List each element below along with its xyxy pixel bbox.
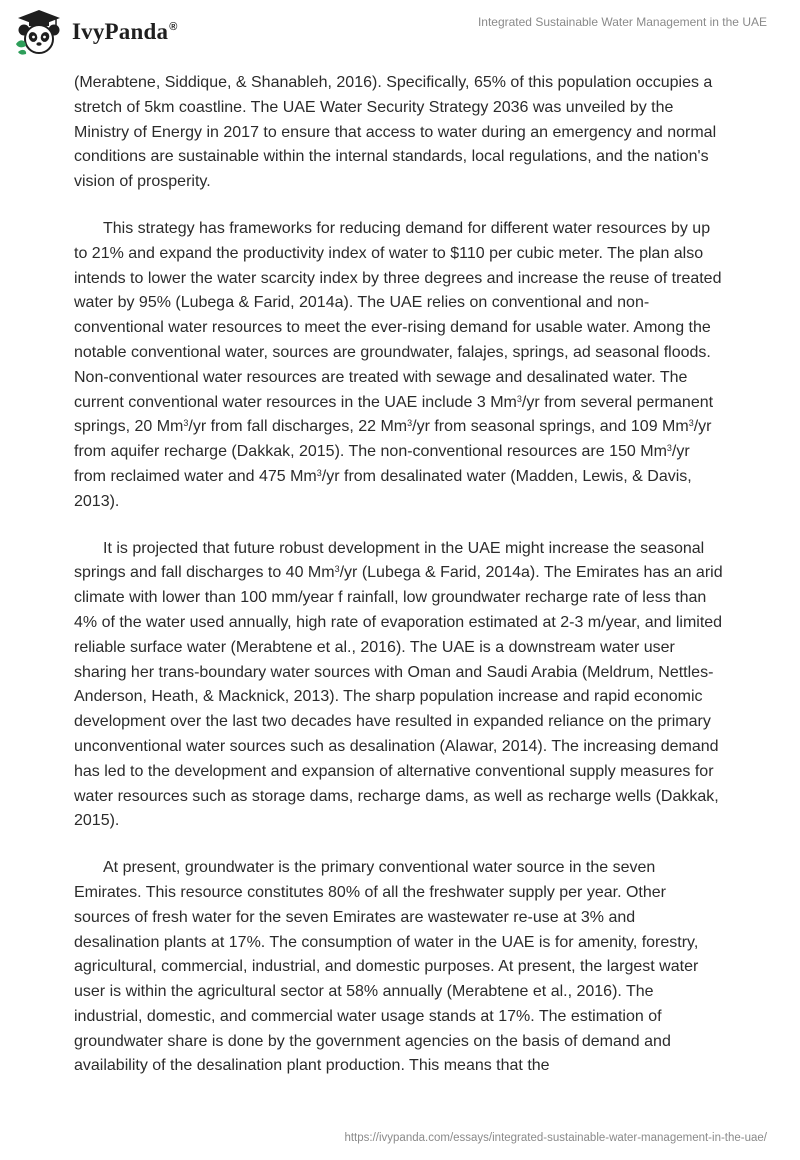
paragraph-2: This strategy has frameworks for reducing demand for different water resources by up to 21% and expand the productivity index of water to $110 per cubic meter. The plan also intends to lower the water scarcity index by three degrees and increase the reuse of treated water by 95% (Lubega & Farid, 2014a). The UAE relies on conventional and non-conventional water resources to meet the ever-rising demand for usable water. Among the notable conventional water, sources are groundwater, falajes, springs, ad seasonal floods. Non-conventional water resources are treated with sewage and desalinated water. The current conventional water resources in the UAE include 3 Mm$^3$/yr from several permanent springs, 20 Mm$^3$/yr from fall discharges, 22 Mm$^3$/yr from seasonal springs, and 109 Mm$^3$/yr from aquifer recharge (Dakkak, 2015). The non-conventional resources are 150 Mm$^3$/yr from reclaimed water and 475 Mm$^3$/yr from desalinated water (Madden, Lewis, & Davis, 2013). (74, 219, 722, 510)
essay-body (74, 71, 724, 1101)
paragraph-1: (Merabtene, Siddique, & Shanableh, 2016). Specifically, 65% of this population occupies a stretch of 5km coastline. The UAE Water Security Strategy 2036 was unveiled by the Ministry of Energy in 2017 to ensure that access to water during an emergency and normal conditions are sustainable within the internal standards, local regulations, and the nation's vision of prosperity. (74, 74, 717, 191)
superscript: 3 (183, 418, 189, 429)
brand-name: IvyPanda® (72, 19, 178, 44)
superscript: 3 (407, 418, 413, 429)
source-url-link[interactable]: https://ivypanda.com/essays/integrated-sustainable-water-management-in-the-uae/ (344, 1132, 767, 1144)
superscript: 3 (688, 418, 694, 429)
paragraph-3: It is projected that future robust development in the UAE might increase the seasonal springs and fall discharges to 40 Mm$^3$/yr (Lubega & Farid, 2014a). The Emirates has an arid climate with lower than 100 mm/year f rainfall, low groundwater recharge rate of less than 4% of the water used annually, high rate of evaporation estimated at 2-3 m/year, and limited reliable surface water (Merabtene et al., 2016). The UAE is a downstream water user sharing her trans-boundary water sources with Oman and Saudi Arabia (Meldrum, Nettles-Anderson, Heath, & Macknick, 2013). The sharp population increase and rapid economic development over the last two decades have resulted in expanded reliance on the primary unconventional water sources such as desalination (Alawar, 2014). The increasing demand has led to the development and expansion of alternative conventional supply measures for water resources such as storage dams, recharge dams, as well as recharge wells (Dakkak, 2015). (74, 539, 723, 830)
superscript: 3 (316, 467, 322, 478)
registered-mark: ® (169, 21, 178, 34)
superscript: 3 (666, 443, 672, 454)
page-header (0, 0, 800, 62)
panda-graduate-icon (14, 8, 64, 56)
paragraph-4: At present, groundwater is the primary conventional water source in the seven Emirates. This resource constitutes 80% of all the freshwater supply per year. Other sources of fresh water for the seven Emirates are wastewater re-use at 3% and desalination plants at 17%. The consumption of water in the UAE is for amenity, forestry, agricultural, commercial, industrial, and domestic purposes. At present, the largest water user is within the agricultural sector at 58% annually (Merabtene et al., 2016). The industrial, domestic, and commercial water usage stands at 17%. The estimation of groundwater share is done by the government agencies on the basis of demand and availability of the desalination plant production. This means that the (74, 859, 699, 1075)
superscript: 3 (334, 564, 340, 575)
brand-logo[interactable] (14, 8, 178, 56)
document-title: Integrated Sustainable Water Management in the UAE (477, 15, 767, 29)
superscript: 3 (516, 393, 522, 404)
